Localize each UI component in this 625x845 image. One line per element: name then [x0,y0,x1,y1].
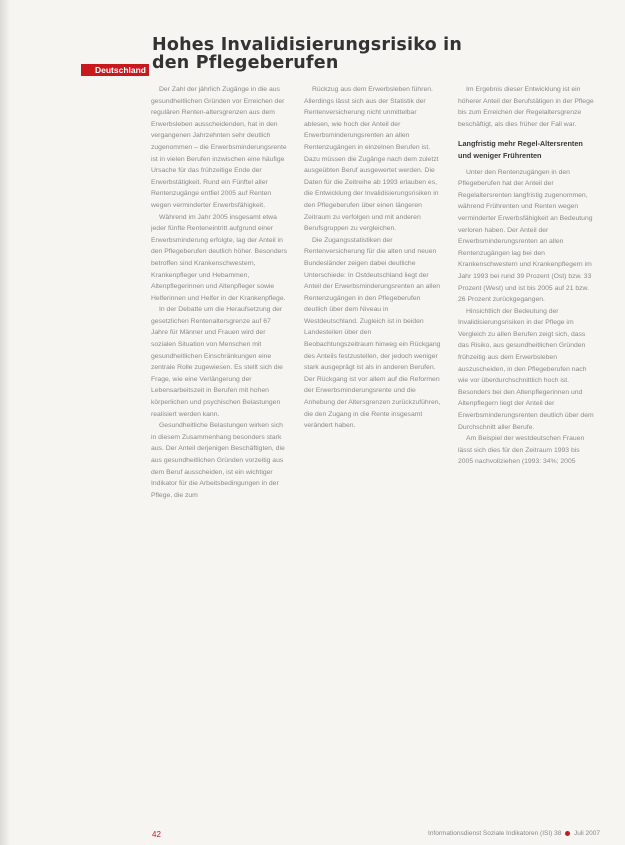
text-column-1 [151,84,289,810]
paragraph: In der Debatte um die Heraufsetzung der gesetzlichen Rentenaltersgrenze auf 67 Jahre für Männer und Frauen wird der sozialen Situation von Menschen mit gesundheitlichen Einschränkungen eine zentrale Rolle zugewiesen. Es stellt sich die Frage, wie eine Verlängerung der Lebensarbeitszeit in Berufen mit hohen körperlichen und psychischen Belastungen realisiert werden kann. [151,306,283,418]
paragraph: Am Beispiel der westdeutschen Frauen lässt sich dies für den Zeitraum 1993 bis 2005 nachvollziehen (1993: 34%; 2005 [458,435,585,466]
paragraph: Unter den Rentenzugängen in den Pflegeberufen hat der Anteil der Regelaltersrenten langfristig zugenommen, während Frührenten und Renten wegen verminderter Erwerbsfähigkeit an Bedeutung verloren haben. Der Anteil der Erwerbsminderungsrenten an allen Rentenzugängen lag bei den Krankenschwestern und Krankenpflegern im Jahr 1993 bei rund 39 Prozent (Ost) bzw. 33 Prozent (West) und ist bis 2005 auf 21 bzw. 26 Prozent zurückgegangen. [458,168,593,304]
paragraph: Die Zugangsstatistiken der Rentenversicherung für die alten und neuen Bundesländer zeigen dabei deutliche Unterschiede: In Ostdeutschland liegt der Anteil der Erwerbsminderungsrenten an allen Rentenzugängen in den Pflegeberufen deutlich über dem Niveau in Westdeutschland. Zugleich ist in beiden Landesteilen über den Beobachtungszeitraum hinweg ein Rückgang des Anteils festzustellen, der jedoch weniger stark ausgeprägt ist als in anderen Berufen. Der Rückgang ist vor allem auf die Reformen der Erwerbsminderungsrente und die Anhebung der Altersgrenzen zurückzuführen, die den Zugang in die Rente insgesamt verändert haben. [304,236,441,430]
issue-date: Juli 2007 [573,830,600,837]
section-tag: Deutschland [81,64,149,76]
bullet-icon [565,831,570,836]
publication-footer [420,830,600,837]
paragraph: Hinsichtlich der Bedeutung der Invalidisierungsrisiken in der Pflege im Vergleich zu allen Berufen zeigt sich, dass das Risiko, aus gesundheitlichen Gründen frühzeitig aus dem Erwerbsleben auszuscheiden, in den Pflegeberufen nach wie vor überdurchschnittlich hoch ist. Besonders bei den Altenpflegerinnen und Altenpflegern liegt der Anteil der Erwerbsminderungsrenten deutlich über dem Durchschnitt aller Berufe. [458,307,594,431]
paragraph: Während im Jahr 2005 insgesamt etwa jeder fünfte Renteneintritt aufgrund einer Erwerbsminderung erfolgte, lag der Anteil in den Pflegeberufen deutlich höher. Besonders betroffen sind Krankenschwestern, Krankenpfleger und Hebammen, Altenpflegerinnen und Altenpfleger sowie Helferinnen und Helfer in der Krankenpflege. [151,213,288,302]
paragraph: Gesundheitliche Belastungen wirken sich in diesem Zusammenhang besonders stark aus. Der Anteil derjenigen Beschäftigten, die aus gesundheitlichen Gründen vorzeitig aus dem Beruf ausscheiden, ist ein wichtiger Indikator für die Arbeitsbedingungen in der Pflege, die zum [151,422,285,499]
text-column-2 [304,84,442,810]
publication-name: Informationsdienst Soziale Indikatoren (ISI) 38 [428,830,562,837]
paragraph: Der Zahl der jährlich Zugänge in die aus gesundheitlichen Gründen vor Erreichen der regulären Renten-altersgrenzen aus dem Erwerbsleben ausscheidenden, hat in den vergangenen Jahrzehnten sehr deutlich zugenommen – die Erwerbsminderungsrente ist in vielen Berufen inzwischen eine häufige Ursache für das frühzeitige Ende der Erwerbstätigkeit. Rund ein Fünftel aller Rentenzugänge entfiel 2005 auf Renten wegen verminderter Erwerbsfähigkeit. [151,86,287,209]
paragraph: Im Ergebnis dieser Entwicklung ist ein höherer Anteil der Berufstätigen in der Pflege bis zum Erreichen der Regelaltersgrenze beschäftigt, als dies früher der Fall war. [458,86,594,128]
text-column-3 [458,84,596,810]
page-gutter-shadow [0,0,10,845]
section-heading: Langfristig mehr Regel-Altersrenten und weniger Frührenten [458,139,583,160]
paragraph: Rückzug aus dem Erwerbsleben führen. Allerdings lässt sich aus der Statistik der Rentenversicherung nicht unmittelbar ablesen, wie hoch der Anteil der Erwerbsminderungsrenten an allen Rentenzugängen in einzelnen Berufen ist. Dazu müssen die Zugänge nach dem zuletzt ausgeübten Beruf ausgewertet werden. Die Daten für die Zeitreihe ab 1993 erlauben es, die Entwicklung der Invalidisierungsrisiken in den Pflegeberufen über einen längeren Zeitraum zu verfolgen und mit anderen Berufsgruppen zu vergleichen. [304,86,439,233]
page-number: 42 [152,830,161,839]
article-title: Hohes Invalidisierungsrisiko in den Pflegeberufen [152,34,462,73]
